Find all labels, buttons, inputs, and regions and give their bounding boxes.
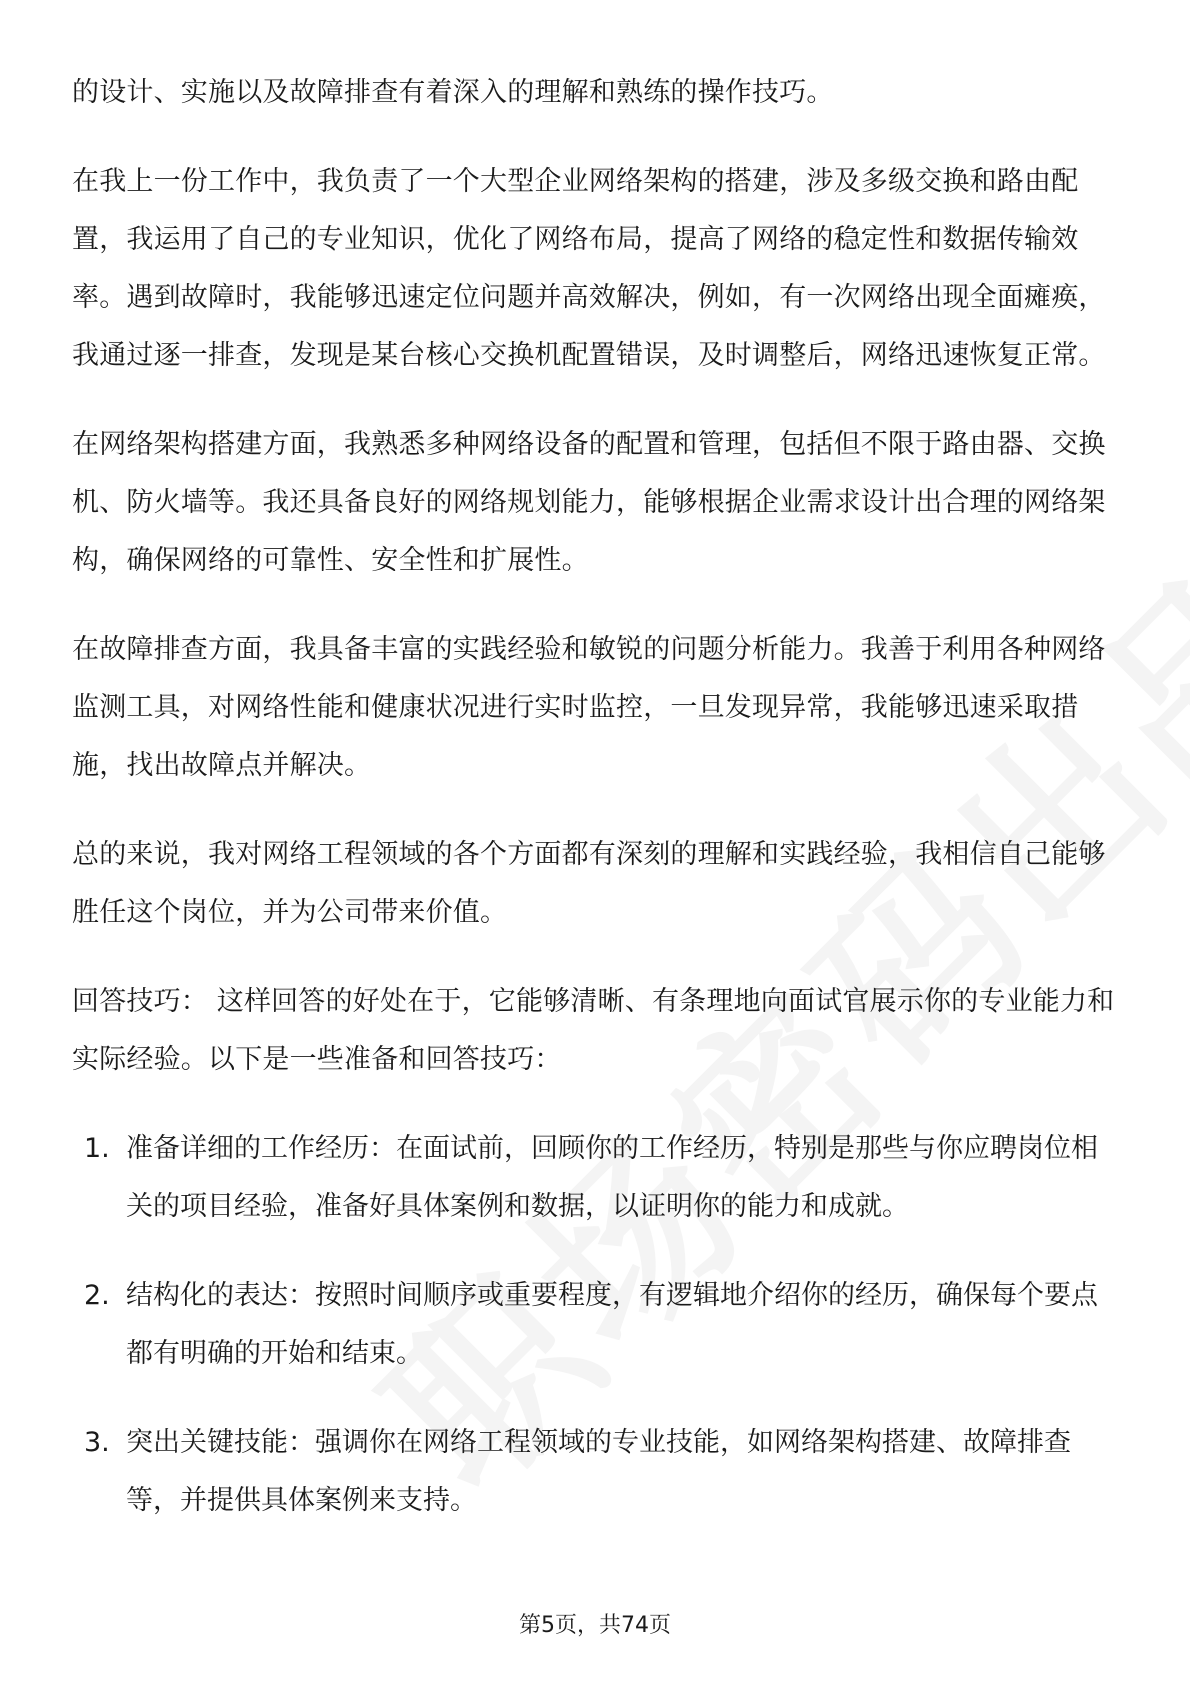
paragraph-previous-job: 在我上一份工作中，我负责了一个大型企业网络架构的搭建，涉及多级交换和路由配置，我运用了自己的专业知识，优化了网络布局，提高了网络的稳定性和数据传输效率。遇到故障时，我能够迅速定位问题并高效解决，例如，有一次网络出现全面瘫痪，我通过逐一排查，发现是某台核心交换机配置错误，及时调整后，网络迅速恢复正常。 xyxy=(72,166,1106,371)
paragraph-network-architecture: 在网络架构搭建方面，我熟悉多种网络设备的配置和管理，包括但不限于路由器、交换机、防火墙等。我还具备良好的网络规划能力，能够根据企业需求设计出合理的网络架构，确保网络的可靠性、安全性和扩展性。 xyxy=(72,429,1106,576)
tips-list xyxy=(72,1120,1122,1530)
list-item-number: 3. xyxy=(84,1427,110,1458)
list-item-text: 结构化的表达：按照时间顺序或重要程度，有逻辑地介绍你的经历，确保每个要点都有明确的开始和结束。 xyxy=(126,1280,1098,1369)
paragraph-troubleshooting: 在故障排查方面，我具备丰富的实践经验和敏锐的问题分析能力。我善于利用各种网络监测工具，对网络性能和健康状况进行实时监控，一旦发现异常，我能够迅速采取措施，找出故障点并解决。 xyxy=(72,634,1106,781)
main-content xyxy=(72,64,1122,1561)
list-item xyxy=(84,1267,1122,1383)
list-item-number: 2. xyxy=(84,1280,110,1311)
paragraph-intro-continuation: 的设计、实施以及故障排查有着深入的理解和熟练的操作技巧。 xyxy=(72,77,834,108)
list-item-number: 1. xyxy=(84,1133,110,1164)
list-item xyxy=(84,1120,1122,1236)
list-item xyxy=(84,1414,1122,1530)
list-item-text: 准备详细的工作经历：在面试前，回顾你的工作经历，特别是那些与你应聘岗位相关的项目经验，准备好具体案例和数据，以证明你的能力和成就。 xyxy=(126,1133,1098,1222)
paragraph-answer-tips: 回答技巧： 这样回答的好处在于，它能够清晰、有条理地向面试官展示你的专业能力和实际经验。以下是一些准备和回答技巧： xyxy=(72,986,1115,1075)
page-footer: 第5页，共74页 xyxy=(519,1613,671,1638)
paragraph-summary: 总的来说，我对网络工程领域的各个方面都有深刻的理解和实践经验，我相信自己能够胜任这个岗位，并为公司带来价值。 xyxy=(72,839,1106,928)
list-item-text: 突出关键技能：强调你在网络工程领域的专业技能，如网络架构搭建、故障排查等，并提供具体案例来支持。 xyxy=(126,1427,1071,1516)
